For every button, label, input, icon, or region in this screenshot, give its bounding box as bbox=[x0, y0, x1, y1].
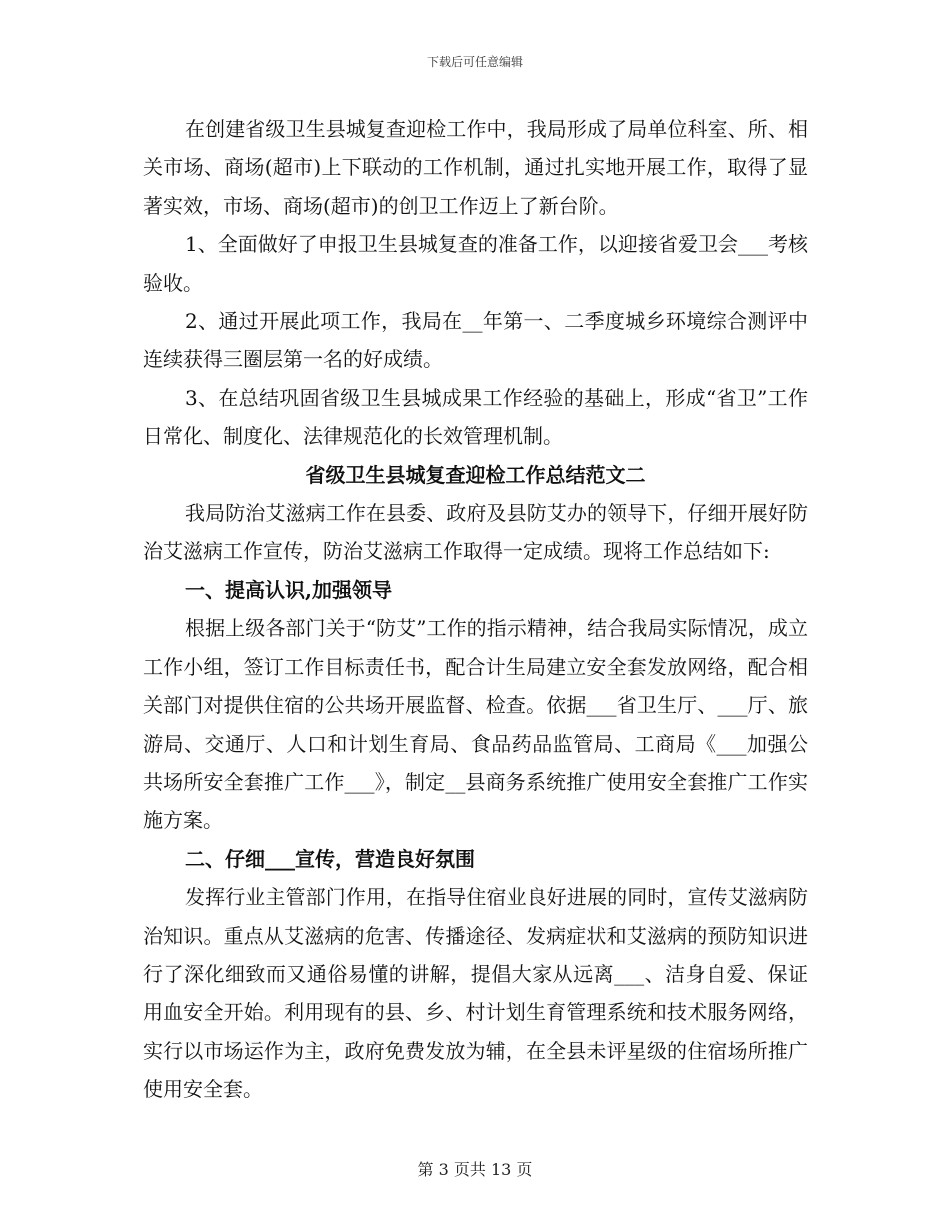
page-header: 下载后可任意编辑 bbox=[426, 55, 523, 69]
section-title: 省级卫生县城复查迎检工作总结范文二 bbox=[305, 462, 646, 487]
paragraph-item-2: 2、通过开展此项工作，我局在__年第一、二季度城乡环境综合测评中连续获得三圈层第一名的好成绩。 bbox=[143, 309, 808, 372]
paragraph-section-2: 发挥行业主管部门作用，在指导住宿业良好进展的同时，宣传艾滋病防治知识。重点从艾滋病的危害、传播途径、发病症状和艾滋病的预防知识进行了深化细致而又通俗易懂的讲解，提倡大家从远离___、洁身自爱、保证用血安全开始。利用现有的县、乡、村计划生育管理系统和技术服务网络，实行以市场运作为主，政府免费发放为辅，在全县未评星级的住宿场所推广使用安全套。 bbox=[143, 885, 808, 1102]
page-footer: 第 3 页共 13 页 bbox=[417, 1160, 533, 1179]
paragraph-item-1: 1、全面做好了申报卫生县城复查的准备工作，以迎接省爱卫会___考核验收。 bbox=[143, 232, 808, 295]
paragraph-summary-intro: 我局防治艾滋病工作在县委、政府及县防艾办的领导下，仔细开展好防治艾滋病工作宣传，防治艾滋病工作取得一定成绩。现将工作总结如下: bbox=[143, 501, 808, 564]
paragraph-intro: 在创建省级卫生县城复查迎检工作中，我局形成了局单位科室、所、相关市场、商场(超市)上下联动的工作机制，通过扎实地开展工作，取得了显著实效，市场、商场(超市)的创卫工作迈上了新台阶。 bbox=[143, 117, 808, 218]
heading-2: 二、仔细___宣传，营造良好氛围 bbox=[185, 846, 475, 871]
heading-1: 一、提高认识,加强领导 bbox=[185, 577, 392, 602]
paragraph-section-1: 根据上级各部门关于“防艾”工作的指示精神，结合我局实际情况，成立工作小组，签订工作目标责任书，配合计生局建立安全套发放网络，配合相关部门对提供住宿的公共场开展监督、检查。依据___省卫生厅、___厅、旅游局、交通厅、人口和计划生育局、食品药品监管局、工商局《___加强公共场所安全套推广工作___》，制定__县商务系统推广使用安全套推广工作实施方案。 bbox=[143, 616, 808, 833]
paragraph-item-3: 3、在总结巩固省级卫生县城成果工作经验的基础上，形成“省卫”工作日常化、制度化、法律规范化的长效管理机制。 bbox=[143, 385, 808, 449]
document-body bbox=[143, 110, 808, 1109]
